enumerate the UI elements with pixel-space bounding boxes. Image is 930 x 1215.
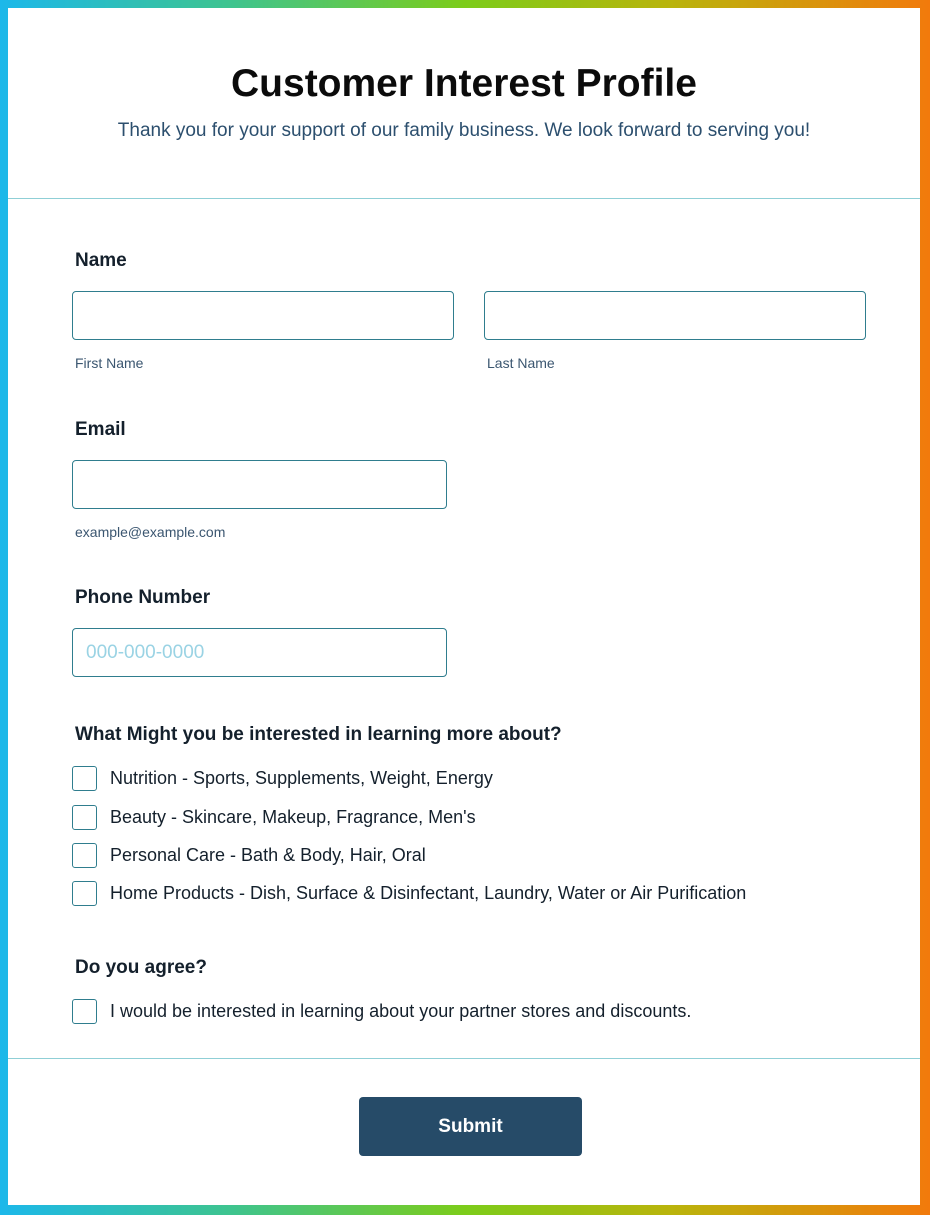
email-sublabel: example@example.com bbox=[75, 524, 226, 540]
submit-button[interactable]: Submit bbox=[359, 1097, 582, 1156]
home-products-checkbox[interactable] bbox=[72, 881, 97, 906]
personal-care-checkbox-label[interactable]: Personal Care - Bath & Body, Hair, Oral bbox=[110, 844, 426, 865]
interest-option-personal-care[interactable] bbox=[72, 842, 426, 868]
interest-option-beauty[interactable] bbox=[72, 804, 476, 830]
page-title: Customer Interest Profile bbox=[231, 62, 697, 105]
interest-option-home-products[interactable] bbox=[72, 880, 746, 906]
nutrition-checkbox[interactable] bbox=[72, 766, 97, 791]
agree-checkbox[interactable] bbox=[72, 999, 97, 1024]
footer-divider bbox=[8, 1058, 920, 1059]
interests-label: What Might you be interested in learning more about? bbox=[75, 724, 562, 745]
email-label: Email bbox=[75, 419, 126, 440]
first-name-input[interactable] bbox=[72, 291, 454, 340]
agree-label: Do you agree? bbox=[75, 957, 207, 978]
agree-option-partner-stores[interactable] bbox=[72, 998, 691, 1024]
last-name-input[interactable] bbox=[484, 291, 866, 340]
form-header bbox=[8, 8, 920, 199]
first-name-sublabel: First Name bbox=[75, 355, 144, 371]
beauty-checkbox-label[interactable]: Beauty - Skincare, Makeup, Fragrance, Men's bbox=[110, 806, 476, 827]
phone-input[interactable] bbox=[72, 628, 447, 677]
home-products-checkbox-label[interactable]: Home Products - Dish, Surface & Disinfectant, Laundry, Water or Air Purification bbox=[110, 882, 747, 903]
agree-checkbox-label[interactable]: I would be interested in learning about your partner stores and discounts. bbox=[110, 1000, 692, 1021]
nutrition-checkbox-label[interactable]: Nutrition - Sports, Supplements, Weight, Energy bbox=[110, 767, 493, 788]
phone-label: Phone Number bbox=[75, 587, 211, 608]
name-label: Name bbox=[75, 250, 127, 271]
last-name-sublabel: Last Name bbox=[487, 355, 555, 371]
beauty-checkbox[interactable] bbox=[72, 805, 97, 830]
page-subtitle: Thank you for your support of our family business. We look forward to serving you! bbox=[117, 120, 811, 141]
email-input[interactable] bbox=[72, 460, 447, 509]
form-card bbox=[8, 8, 920, 1205]
interest-option-nutrition[interactable] bbox=[72, 765, 493, 791]
personal-care-checkbox[interactable] bbox=[72, 843, 97, 868]
